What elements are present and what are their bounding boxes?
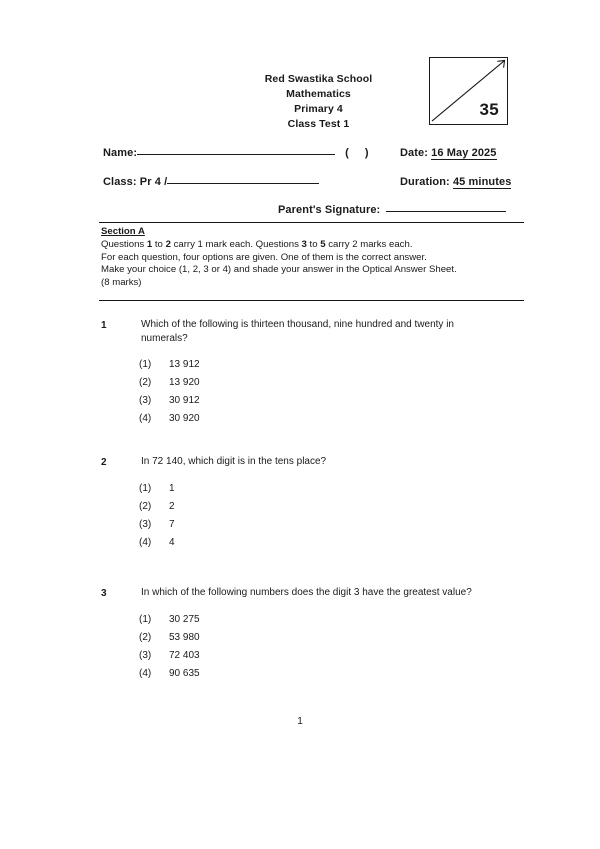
option-value: 53 980: [169, 632, 200, 643]
test-name: Class Test 1: [287, 118, 350, 130]
instruction-line-1: [101, 239, 531, 252]
option-row[interactable]: [139, 665, 531, 683]
question-header: [101, 455, 531, 469]
section-a-label: Section A: [101, 226, 145, 237]
duration-field-row: [400, 176, 511, 188]
option-value: 30 920: [169, 413, 200, 424]
class-label: Class: Pr 4 /: [103, 176, 168, 188]
name-input[interactable]: [137, 154, 335, 155]
instruction-text: to: [152, 239, 166, 251]
question-text: Which of the following is thirteen thousand, nine hundred and twenty in numerals?: [141, 319, 454, 344]
option-value: 13 920: [169, 377, 200, 388]
signature-field-row: [278, 204, 506, 216]
date-value: 16 May 2025: [431, 147, 497, 159]
question-3: [101, 586, 531, 683]
option-row[interactable]: [139, 356, 531, 374]
option-key: (3): [139, 650, 152, 661]
index-open-paren: (: [345, 147, 349, 159]
instruction-text: Questions: [101, 239, 147, 251]
total-marks-box: [429, 57, 508, 125]
name-label: Name:: [103, 147, 138, 159]
option-key: (1): [139, 359, 152, 370]
option-key: (3): [139, 519, 152, 530]
question-2: [101, 455, 531, 552]
option-value: 1: [169, 483, 175, 494]
option-value: 72 403: [169, 650, 200, 661]
option-key: (1): [139, 483, 152, 494]
option-value: 4: [169, 537, 175, 548]
subject-name: Mathematics: [286, 88, 351, 100]
option-key: (2): [139, 632, 152, 643]
option-row[interactable]: [139, 374, 531, 392]
option-list: [139, 356, 531, 428]
signature-input[interactable]: [386, 211, 506, 212]
option-row[interactable]: [139, 647, 531, 665]
option-key: (2): [139, 501, 152, 512]
total-marks-value: 35: [479, 100, 499, 119]
question-number: 3: [101, 587, 107, 599]
date-label: Date:: [400, 147, 429, 159]
instruction-emph: 3: [301, 239, 307, 251]
option-list: [139, 480, 531, 552]
option-key: (4): [139, 413, 152, 424]
option-value: 90 635: [169, 668, 200, 679]
option-row[interactable]: [139, 516, 531, 534]
index-close-paren: ): [364, 147, 369, 159]
instruction-emph: 2: [165, 239, 171, 251]
option-row[interactable]: [139, 629, 531, 647]
duration-value: 45 minutes: [452, 176, 512, 188]
class-input[interactable]: [167, 183, 319, 184]
option-key: (3): [139, 395, 152, 406]
question-header: [101, 318, 531, 345]
level-name: Primary 4: [294, 103, 343, 115]
duration-label: Duration:: [400, 176, 450, 188]
instruction-marks-total: (8 marks): [101, 276, 142, 288]
question-number: 1: [101, 319, 107, 331]
date-field-row: [400, 147, 497, 159]
option-value: 30 275: [169, 614, 200, 625]
option-row[interactable]: [139, 611, 531, 629]
instruction-line-3: Make your choice (1, 2, 3 or 4) and shade your answer in the Optical Answer Sheet.: [101, 264, 457, 276]
option-key: (4): [139, 668, 152, 679]
option-value: 30 912: [169, 395, 200, 406]
instruction-text: carry 2 marks each.: [325, 239, 413, 251]
option-row[interactable]: [139, 410, 531, 428]
instruction-emph: 5: [320, 239, 326, 251]
option-key: (1): [139, 614, 152, 625]
instruction-text: carry 1 mark each. Questions: [170, 239, 302, 251]
option-row[interactable]: [139, 534, 531, 552]
option-key: (4): [139, 537, 152, 548]
class-field-row: [103, 176, 319, 188]
section-a-instructions: [101, 226, 531, 289]
question-text: In which of the following numbers does the digit 3 have the greatest value?: [141, 587, 472, 598]
question-number: 2: [101, 456, 107, 468]
option-value: 7: [169, 519, 175, 530]
signature-label: Parent's Signature:: [278, 204, 381, 216]
option-row[interactable]: [139, 392, 531, 410]
question-1: [101, 318, 531, 428]
instruction-emph: 1: [146, 239, 153, 251]
question-text: In 72 140, which digit is in the tens place?: [141, 456, 327, 467]
option-value: 13 912: [169, 359, 200, 370]
question-header: [101, 586, 531, 600]
divider-below-instructions: [99, 300, 524, 301]
page-number: 1: [297, 716, 303, 727]
school-name: Red Swastika School: [264, 73, 373, 85]
name-field-row: [103, 147, 369, 159]
exam-title-block: [236, 72, 401, 132]
option-key: (2): [139, 377, 152, 388]
option-value: 2: [169, 501, 175, 512]
instruction-text: to: [306, 239, 321, 251]
divider-above-section-a: [99, 222, 524, 223]
option-row[interactable]: [139, 498, 531, 516]
option-list: [139, 611, 531, 683]
instruction-line-2: For each question, four options are given. One of them is the correct answer.: [101, 251, 427, 263]
option-row[interactable]: [139, 480, 531, 498]
